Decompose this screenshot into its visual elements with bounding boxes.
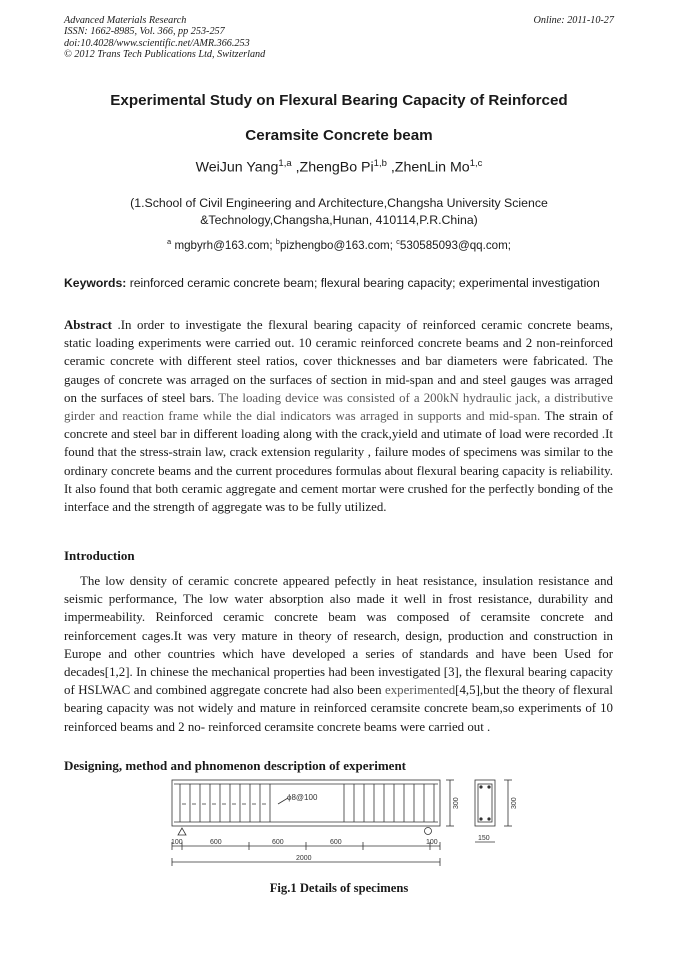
total-length-label: 2000 — [296, 855, 312, 862]
email-mark: b — [275, 237, 280, 246]
section-width-label: 150 — [478, 835, 490, 842]
abstract-label: Abstract — [64, 318, 112, 332]
journal-name: Advanced Materials Research — [64, 15, 187, 26]
email-mark: c — [396, 237, 400, 246]
email-address: mgbyrh@163.com; — [174, 238, 273, 252]
author-affiliation-mark: 1,c — [469, 158, 483, 169]
email-list — [60, 237, 618, 252]
dimension-label: 600 — [330, 839, 342, 846]
figure-1-specimen-drawing — [160, 774, 530, 874]
introduction-text: [4,5],but the theory of flexural bearing capacity was not widely and mature in reinforced ceramsite concrete beam,so experiments of 10 reinforced beams and 2 no- reinforced ceramsite concrete beams were carried out . — [64, 683, 613, 734]
keywords-label: Keywords: — [64, 276, 127, 290]
section-height-label: 300 — [511, 797, 518, 809]
affiliation-line-1: (1.School of Civil Engineering and Architecture,Changsha University Science — [130, 196, 548, 210]
email-mark: a — [167, 237, 172, 246]
author-name: WeiJun Yang — [195, 159, 279, 176]
affiliation — [100, 195, 578, 229]
introduction-text-experimented: experimented — [385, 683, 456, 698]
copyright-line: © 2012 Trans Tech Publications Ltd, Switzerland — [64, 49, 266, 61]
introduction-text: The low density of ceramic concrete appeared pefectly in heat resistance, insulation resistance and seismic performance, The low water absorption also made it well in frost resistance, durability and impermeability. Reinforced ceramic concrete beam was composed of ceramsite concrete and reinforcement cages.It was very mature in theory of research, design, production and construction in Europe and other countries which have developed a series of standards and have been Used for decades[1,2]. In chinese the mechanical properties had been investigated [3], the flexural bearing capacity of HSLWAC and combined aggregate concrete had also been — [64, 574, 613, 698]
keywords-text: reinforced ceramic concrete beam; flexural bearing capacity; experimental investigation — [129, 276, 600, 290]
email-address: pizhengbo@163.com; — [279, 238, 393, 252]
abstract-text: .In order to investigate the flexural bearing capacity of reinforced ceramic concrete beams, static loading experiments were carried out. 10 ceramic reinforced concrete beams and 2 non-reinforced ceramic concrete with different steel ratios, cover thicknesses and bar diameters were fabricated. The gauges of concrete was arraged on the surfaces of section in mid-span and and steel gauges was arraged on the surfaces of steel bars. — [64, 318, 613, 405]
pin-support-icon — [178, 828, 186, 835]
email-address: 530585093@qq.com; — [399, 238, 511, 252]
author-affiliation-mark: 1,a — [278, 158, 292, 169]
section-heading-experiment: Designing, method and phnomenon description of experiment — [64, 758, 406, 773]
paper-title-line-2: Ceramsite Concrete beam — [245, 127, 433, 144]
beam-outline — [172, 780, 440, 826]
left-stirrups — [180, 784, 270, 822]
abstract-text: The strain of concrete and steel bar in different loading along with the crack,yield and utimate of load were recorded .It found that the stress-strain law, crack extension regularity , failure modes of specimens was similar to the ordinary concrete beams and the current procedures formulas about flexural bearing capacity is reliability. It also found that both ceramic aggregate and cement mortar were crushed for the perfectly bonding of the interface and the strength of aggregate was to be fully utilized. — [64, 409, 613, 515]
dimension-label: 100 — [171, 839, 183, 846]
abstract-text-loading-device: The loading device was consisted of a 200kN hydraulic jack, a distributive girder and reaction frame while the dial indicators was arraged in supports and mid-span. — [64, 390, 613, 424]
author-name: ZhenLin Mo — [394, 159, 470, 176]
cross-section-bars — [479, 785, 490, 820]
journal-header — [64, 15, 624, 61]
abstract-paragraph — [64, 316, 613, 516]
roller-support-icon — [425, 828, 432, 835]
beam-height-label: 300 — [453, 797, 460, 809]
introduction-paragraph — [64, 572, 613, 736]
right-stirrups — [344, 784, 434, 822]
dimension-label: 100 — [426, 839, 438, 846]
dimension-label: 600 — [210, 839, 222, 846]
stirrup-label: ϕ8@100 — [287, 793, 318, 802]
introduction-heading: Introduction — [64, 548, 135, 563]
cross-section-stirrup — [478, 784, 492, 822]
author-name: ZhengBo Pi — [299, 159, 374, 176]
keywords — [64, 276, 620, 290]
paper-title-line-1: Experimental Study on Flexural Bearing Capacity of Reinforced — [110, 92, 568, 109]
issn-line: ISSN: 1662-8985, Vol. 366, pp 253-257 — [64, 26, 225, 38]
author-affiliation-mark: 1,b — [373, 158, 387, 169]
online-date: Online: 2011-10-27 — [533, 15, 614, 26]
doi-line: doi:10.4028/www.scientific.net/AMR.366.253 — [64, 37, 250, 49]
dimension-label: 600 — [272, 839, 284, 846]
figure-1-caption: Fig.1 Details of specimens — [269, 881, 409, 895]
affiliation-line-2: &Technology,Changsha,Hunan, 410114,P.R.China) — [200, 213, 478, 227]
author-list: WeiJun Yang$^{1,a}$ ,ZhengBo Pi$^{1,b}$ ,ZhenLin Mo$^{1,c}$ — [195, 158, 483, 176]
